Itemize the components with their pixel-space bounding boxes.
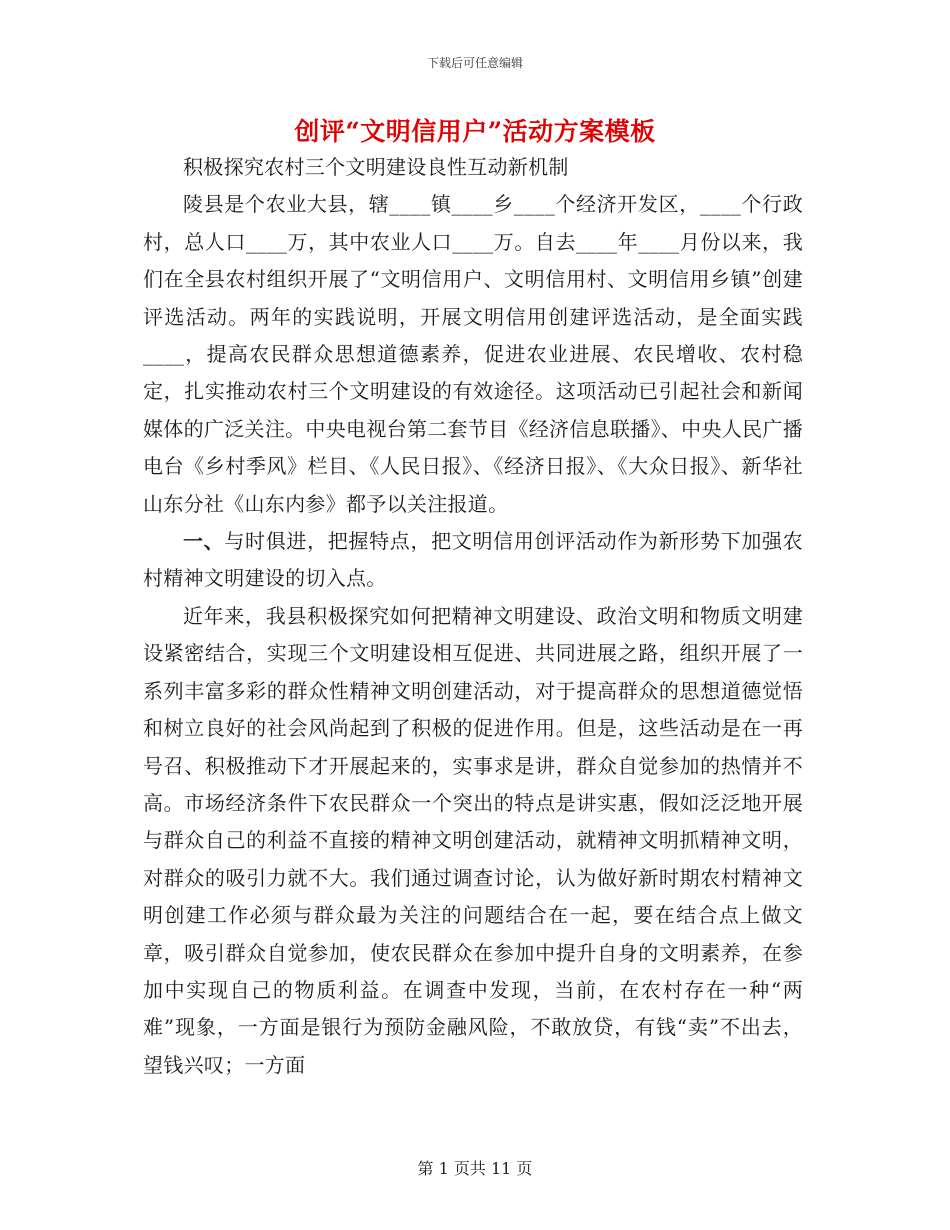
section-heading <box>143 523 803 598</box>
body-paragraph: 陵县是个农业大县，辖____镇____乡____个经济开发区，____个行政村，总人口____万，其中农业人口____万。自去____年____月份以来，我们在全县农村组织开展了“文明信用户、文明信用村、文明信用乡镇”创建评选活动。两年的实践说明，开展文明信用创建评选活动，是全面实践____，提高农民群众思想道德素养，促进农业进展、农民增收、农村稳定，扎实推动农村三个文明建设的有效途径。这项活动已引起社会和新闻媒体的广泛关注。中央电视台第二套节目《经济信息联播》、中央人民广播电台《乡村季风》栏目、《人民日报》、《经济日报》、《大众日报》、新华社山东分社《山东内参》都予以关注报道。 <box>143 192 803 516</box>
document-title: 创评“文明信用户”活动方案模板 <box>294 117 656 146</box>
body-paragraph: 近年来，我县积极探究如何把精神文明建设、政治文明和物质文明建设紧密结合，实现三个文明建设相互促进、共同进展之路，组织开展了一系列丰富多彩的群众性精神文明创建活动，对于提高群众的思想道德觉悟和树立良好的社会风尚起到了积极的促进作用。但是，这些活动是在一再号召、积极推动下才开展起来的，实事求是讲，群众自觉参加的热情并不高。市场经济条件下农民群众一个突出的特点是讲实惠，假如泛泛地开展与群众自己的利益不直接的精神文明创建活动，就精神文明抓精神文明，对群众的吸引力就不大。我们通过调查讨论，认为做好新时期农村精神文明创建工作必须与群众最为关注的问题结合在一起，要在结合点上做文章，吸引群众自觉参加，使农民群众在参加中提升自身的文明素养，在参加中实现自己的物质利益。在调查中发现，当前，在农村存在一种“两难”现象，一方面是银行为预防金融风险，不敢放贷，有钱“卖”不出去，望钱兴叹；一方面 <box>143 603 803 1077</box>
section-number: 一、 <box>183 529 225 554</box>
section-heading-text: 与时俱进，把握特点，把文明信用创评活动作为新形势下加强农村精神文明建设的切入点。 <box>143 529 803 591</box>
header-note: 下载后可任意编辑 <box>426 56 523 70</box>
document-body <box>143 149 803 1084</box>
page-footer: 第 1 页共 11 页 <box>417 1159 533 1178</box>
document-subtitle: 积极探究农村三个文明建设良性互动新机制 <box>183 155 569 179</box>
